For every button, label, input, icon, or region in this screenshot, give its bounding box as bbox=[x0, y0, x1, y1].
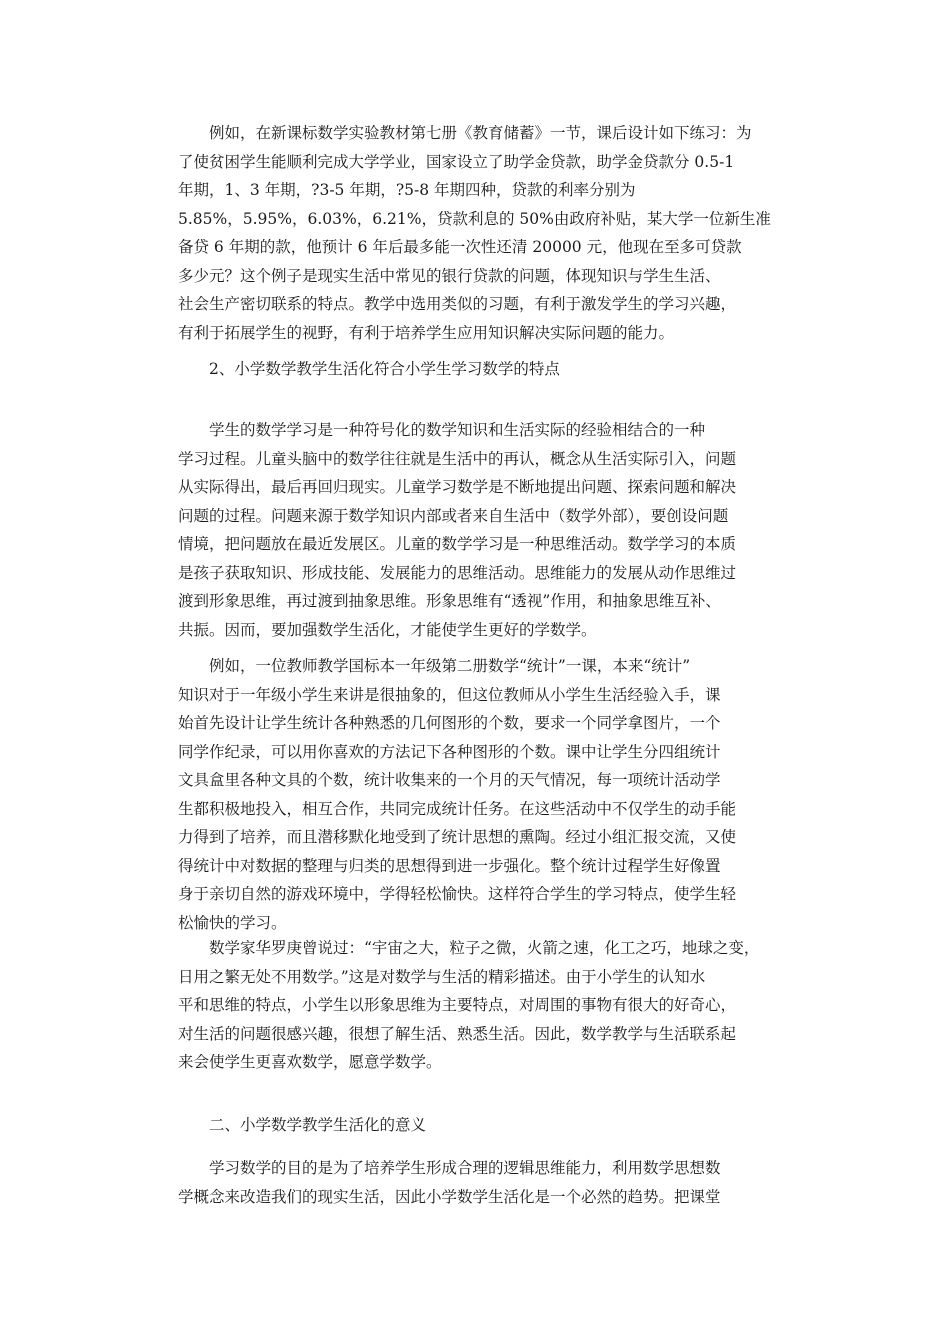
text-line: 松愉快的学习。 bbox=[178, 913, 287, 932]
paragraph-hua-luogeng-quote bbox=[178, 934, 773, 1077]
text-line: 得统计中对数据的整理与归类的思想得到进一步强化。整个统计过程学生好像置 bbox=[178, 856, 721, 875]
text-line: 例如，在新课标数学实验教材第七册《教育储蓄》一节，课后设计如下练习：为 bbox=[209, 124, 752, 142]
text-line: 生都积极地投入，相互合作，共同完成统计任务。在这些活动中不仅学生的动手能 bbox=[178, 799, 737, 818]
section-heading-significance: 二、小学数学教学生活化的意义 bbox=[209, 1116, 427, 1134]
text-line: 学生的数学学习是一种符号化的数学知识和生活实际的经验相结合的一种 bbox=[209, 421, 706, 439]
text-line: 对生活的问题很感兴趣，很想了解生活、熟悉生活。因此，数学教学与生活联系起 bbox=[178, 1024, 737, 1043]
text-line: 文具盒里各种文具的个数，统计收集来的一个月的天气情况，每一项统计活动学 bbox=[178, 771, 721, 789]
text-line: 同学作纪录，可以用你喜欢的方法记下各种图形的个数。课中让学生分四组统计 bbox=[178, 742, 721, 761]
text-line: 从实际得出，最后再回归现实。儿童学习数学是不断地提出问题、探索问题和解决 bbox=[178, 478, 737, 496]
text-line: 是孩子获取知识、形成技能、发展能力的思维活动。思维能力的发展从动作思维过 bbox=[178, 563, 737, 582]
text-line: 知识对于一年级小学生来讲是很抽象的，但这位教师从小学生生活经验入手，课 bbox=[178, 685, 721, 704]
text-line: 学习数学的目的是为了培养学生形成合理的逻辑思维能力，利用数学思想数 bbox=[209, 1159, 721, 1177]
section-heading-2: 2、小学数学教学生活化符合小学生学习数学的特点 bbox=[209, 360, 560, 378]
text-line: 备贷 6 年期的款，他预计 6 年后最多能一次性还清 20000 元，他现在至多可贷款 bbox=[178, 238, 742, 256]
text-line: 社会生产密切联系的特点。教学中选用类似的习题，有利于激发学生的学习兴趣， bbox=[178, 295, 737, 313]
paragraph-loan-example bbox=[178, 119, 773, 347]
text-line: 平和思维的特点，小学生以形象思维为主要特点，对周围的事物有很大的好奇心， bbox=[178, 996, 737, 1014]
text-line: 多少元？这个例子是现实生活中常见的银行贷款的问题，体现知识与学生生活、 bbox=[178, 266, 721, 285]
text-line: 例如，一位教师教学国标本一年级第二册数学“统计”一课，本来“统计” bbox=[209, 657, 691, 675]
text-line: 了使贫困学生能顺利完成大学学业，国家设立了助学金贷款，助学金贷款分 0.5-1 bbox=[178, 152, 735, 171]
text-line: 共振。因而，要加强数学生活化，才能使学生更好的学数学。 bbox=[178, 620, 597, 639]
text-line: 5.85%，5.95%，6.03%，6.21%，贷款利息的 50%由政府补贴，某大学一位新生准 bbox=[178, 209, 771, 228]
paragraph-statistics-example bbox=[178, 652, 773, 937]
text-line: 年期，1、3 年期，?3-5 年期，?5-8 年期四种，贷款的利率分别为 bbox=[178, 181, 636, 199]
text-line: 情境，把问题放在最近发展区。儿童的数学学习是一种思维活动。数学学习的本质 bbox=[178, 535, 737, 553]
text-line: 力得到了培养，而且潜移默化地受到了统计思想的熏陶。经过小组汇报交流，又使 bbox=[178, 828, 737, 846]
text-line: 身于亲切自然的游戏环境中，学得轻松愉快。这样符合学生的学习特点，使学生轻 bbox=[178, 885, 737, 903]
paragraph-learning-characteristics bbox=[178, 416, 773, 644]
text-line: 始首先设计让学生统计各种熟悉的几何图形的个数，要求一个同学拿图片，一个 bbox=[178, 714, 721, 732]
text-line: 学习过程。儿童头脑中的数学往往就是生活中的再认，概念从生活实际引入，问题 bbox=[178, 449, 737, 468]
text-line: 有利于拓展学生的视野，有利于培养学生应用知识解决实际问题的能力。 bbox=[178, 323, 675, 342]
text-line: 学概念来改造我们的现实生活，因此小学数学生活化是一个必然的趋势。把课堂 bbox=[178, 1187, 721, 1206]
text-line: 数学家华罗庚曾说过：“宇宙之大，粒子之微，火箭之速，化工之巧，地球之变， bbox=[209, 939, 760, 957]
paragraph-purpose-of-learning bbox=[178, 1154, 773, 1211]
text-line: 日用之繁无处不用数学。”这是对数学与生活的精彩描述。由于小学生的认知水 bbox=[178, 967, 706, 986]
text-line: 来会使学生更喜欢数学，愿意学数学。 bbox=[178, 1053, 442, 1071]
text-line: 问题的过程。问题来源于数学知识内部或者来自生活中（数学外部），要创设问题 bbox=[178, 506, 729, 525]
text-line: 渡到形象思维，再过渡到抽象思维。形象思维有“透视”作用，和抽象思维互补、 bbox=[178, 592, 721, 610]
